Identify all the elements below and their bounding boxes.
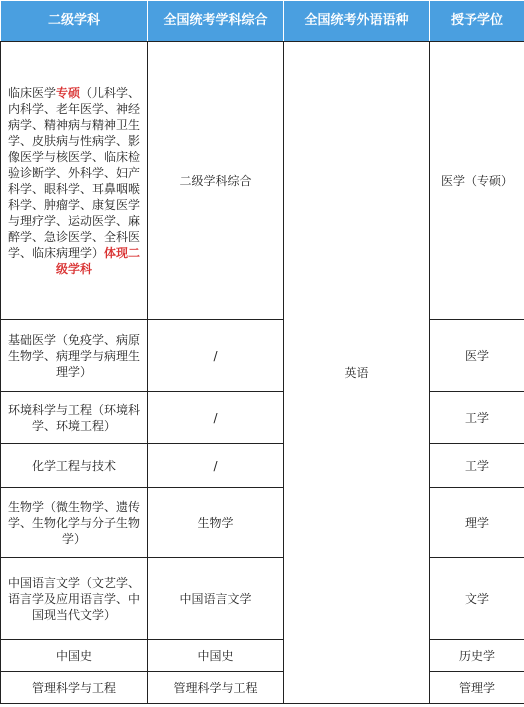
table-row [1,392,524,444]
degree-cell: 理学 [430,488,524,558]
exam-cell: 中国语言文学 [148,558,284,640]
exam-cell: 二级学科综合 [148,42,284,320]
header-exam: 全国统考学科综合 [148,1,284,42]
subject-name: 临床医学 [7,85,56,100]
table-row [1,558,524,640]
table-row [1,488,524,558]
subject-cell: 中国史 [1,640,148,672]
subject-cell: 生物学（微生物学、遗传学、生物化学与分子生物学） [1,488,148,558]
subject-highlight: 专硕 [55,85,80,100]
degree-cell: 历史学 [430,640,524,672]
exam-cell: / [148,392,284,444]
exam-cell: / [148,320,284,392]
degree-cell: 管理学 [430,672,524,704]
exam-cell: 管理科学与工程 [148,672,284,704]
table-row [1,672,524,704]
header-language: 全国统考外语语种 [284,1,430,42]
subject-cell: 环境科学与工程（环境科学、环境工程） [1,392,148,444]
subject-list: （儿科学、内科学、老年医学、神经病学、精神病与精神卫生学、皮肤病与性病学、影像医学与核医学、临床检验诊断学、外科学、妇产科学、眼科学、耳鼻咽喉科学、肿瘤学、康复医学与理疗学、运动医学、麻醉学、急诊医学、全科医学、临床病理学） [7,85,141,260]
subject-cell: 化学工程与技术 [1,444,148,488]
header-degree: 授予学位 [430,1,524,42]
table-row [1,42,524,320]
subject-cell [1,42,148,320]
degree-cell: 医学 [430,320,524,392]
header-subject: 二级学科 [1,1,148,42]
table-row [1,320,524,392]
exam-cell: 生物学 [148,488,284,558]
degree-cell: 文学 [430,558,524,640]
table-row [1,444,524,488]
subject-cell: 管理科学与工程 [1,672,148,704]
degree-cell: 医学（专硕） [430,42,524,320]
exam-cell: 中国史 [148,640,284,672]
subject-cell: 中国语言文学（文艺学、语言学及应用语言学、中国现当代文学） [1,558,148,640]
exam-cell: / [148,444,284,488]
degree-cell: 工学 [430,444,524,488]
table-row [1,640,524,672]
table-header-row [1,1,524,42]
subject-cell: 基础医学（免疫学、病原生物学、病理学与病理生理学） [1,320,148,392]
subject-note: 体现二级学科 [55,245,141,276]
language-cell: 英语 [284,42,430,704]
degree-cell: 工学 [430,392,524,444]
